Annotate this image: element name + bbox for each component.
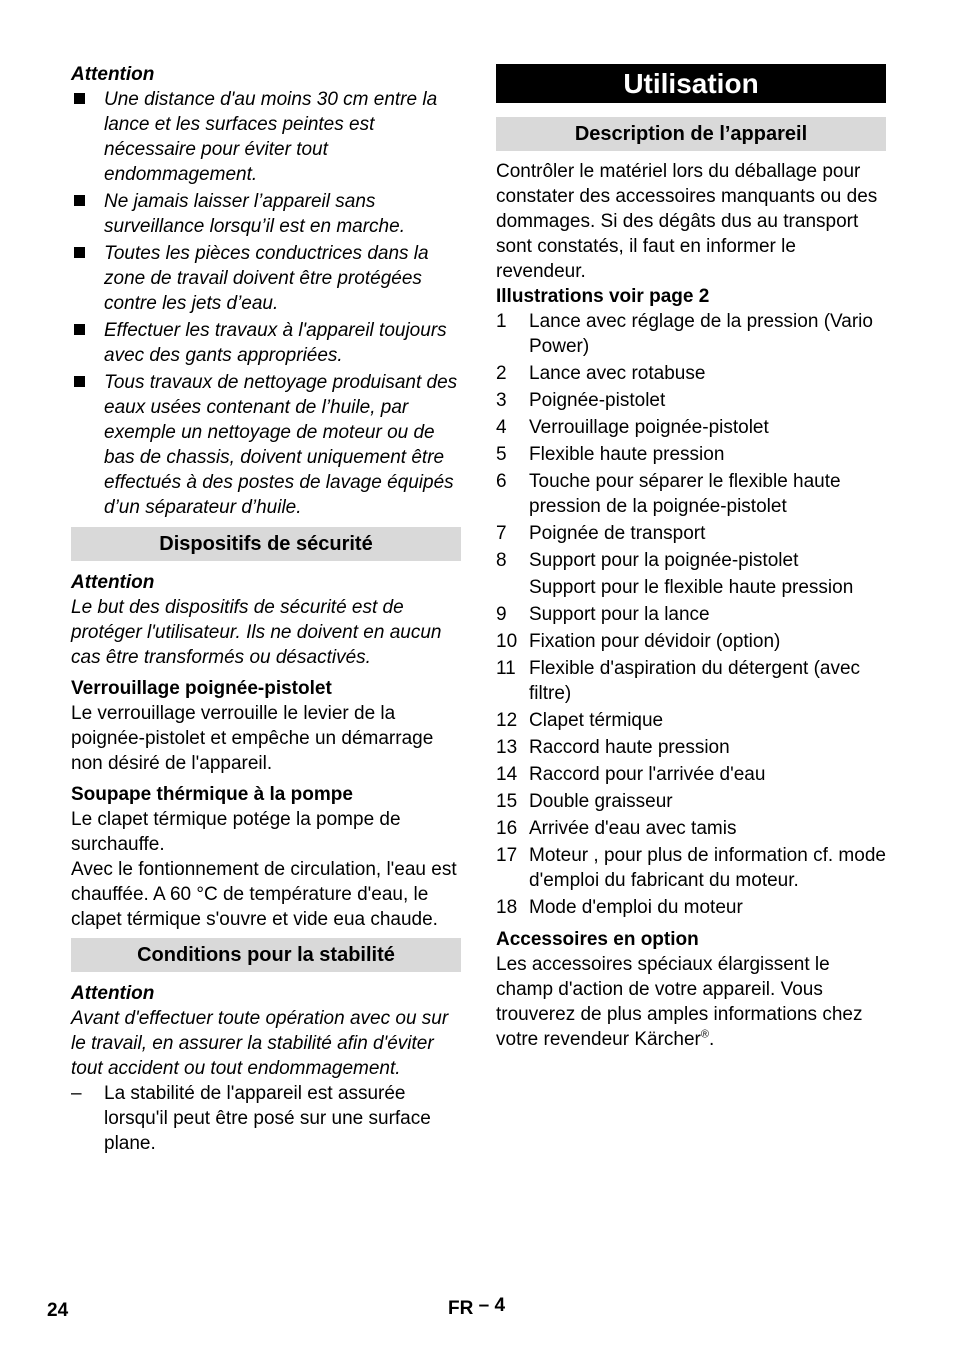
part-number: 9 <box>496 604 507 625</box>
parts-list <box>496 309 886 920</box>
parts-list-item <box>496 762 886 787</box>
part-number: 7 <box>496 523 507 544</box>
warning-text: Effectuer les travaux à l'appareil toujours avec des gants appropriées. <box>104 320 447 366</box>
parts-list-item <box>496 361 886 386</box>
part-label: Poignée de transport <box>529 523 706 544</box>
parts-list-item <box>496 442 886 467</box>
part-number: 8 <box>496 550 507 571</box>
part-number: 15 <box>496 791 518 812</box>
lock-heading: Verrouillage poignée-pistolet <box>71 678 332 699</box>
warning-text: Ne jamais laisser l’appareil sans surveillance lorsqu’il est en marche. <box>104 191 405 237</box>
right-column <box>496 62 886 1052</box>
parts-list-item <box>496 521 886 546</box>
part-label: Touche pour séparer le flexible haute pression de la poignée-pistolet <box>529 471 841 517</box>
part-number: 1 <box>496 311 507 332</box>
valve-text-2: Avec le fontionnement de circulation, l'eau est chauffée. A 60 °C de température d'eau, le clapet térmique s'ouvre et vide eua chaude. <box>71 859 457 930</box>
warning-item <box>71 241 461 316</box>
parts-list-item <box>496 656 886 706</box>
parts-list-item <box>496 309 886 359</box>
parts-list-item <box>496 469 886 519</box>
part-number: 4 <box>496 417 507 438</box>
accessories-heading: Accessoires en option <box>496 929 699 950</box>
attention-label: Attention <box>71 983 155 1004</box>
parts-list-item <box>496 843 886 893</box>
parts-list-item <box>496 575 886 600</box>
parts-list-item <box>496 708 886 733</box>
accessories-body: Les accessoires spéciaux élargissent le champ d'action de votre appareil. Vous trouverez de plus amples informations chez votre revendeur Kärcher <box>496 954 863 1050</box>
safety-section-heading: Dispositifs de sécurité <box>71 527 461 561</box>
part-number: 12 <box>496 710 518 731</box>
square-bullet-icon <box>74 195 85 206</box>
parts-list-item <box>496 789 886 814</box>
part-label: Raccord haute pression <box>529 737 730 758</box>
parts-list-item <box>496 548 886 573</box>
parts-list-item <box>496 816 886 841</box>
parts-list-item <box>496 602 886 627</box>
parts-list-item <box>496 629 886 654</box>
part-number: 17 <box>496 845 518 866</box>
language-page: – 4 <box>478 1295 506 1316</box>
valve-heading: Soupape thérmique à la pompe <box>71 784 353 805</box>
part-label: Support pour la lance <box>529 604 710 625</box>
square-bullet-icon <box>74 247 85 258</box>
warning-text: Une distance d'au moins 30 cm entre la lance et les surfaces peintes est nécessaire pour éviter tout endommagement. <box>104 89 438 185</box>
part-label: Mode d'emploi du moteur <box>529 897 743 918</box>
accessories-end: . <box>709 1029 715 1050</box>
part-label: Lance avec réglage de la pression (Vario Power) <box>529 311 873 357</box>
accessories-text <box>496 952 886 1052</box>
left-column <box>71 62 461 1156</box>
warning-text: Toutes les pièces conductrices dans la zone de travail doivent être protégées contre les jets d’eau. <box>104 243 429 314</box>
part-label: Verrouillage poignée-pistolet <box>529 417 769 438</box>
square-bullet-icon <box>74 324 85 335</box>
square-bullet-icon <box>74 93 85 104</box>
warning-list <box>71 87 461 520</box>
registered-mark: ® <box>700 1028 709 1041</box>
part-label: Support pour la poignée-pistolet <box>529 550 799 571</box>
warning-item <box>71 370 461 520</box>
language-code: FR <box>448 1298 474 1319</box>
parts-list-item <box>496 415 886 440</box>
square-bullet-icon <box>74 376 85 387</box>
stability-item-text: La stabilité de l'appareil est assurée lorsqu'il peut être posé sur une surface plane. <box>104 1083 431 1154</box>
part-label: Moteur , pour plus de information cf. mode d'emploi du fabricant du moteur. <box>529 845 886 891</box>
stability-text: Avant d'effectuer toute opération avec ou sur le travail, en assurer la stabilité afin d'éviter tout accident ou tout endommagement. <box>71 1008 449 1079</box>
language-page-label <box>448 1296 505 1321</box>
part-label: Raccord pour l'arrivée d'eau <box>529 764 766 785</box>
parts-list-item <box>496 735 886 760</box>
illustrations-heading: Illustrations voir page 2 <box>496 286 710 307</box>
main-heading: Utilisation <box>496 64 886 103</box>
part-label: Double graisseur <box>529 791 673 812</box>
stability-section-heading: Conditions pour la stabilité <box>71 938 461 972</box>
lock-text: Le verrouillage verrouille le levier de la poignée-pistolet et empêche un démarrage non désiré de l'appareil. <box>71 703 434 774</box>
stability-list-item <box>71 1081 461 1156</box>
part-number: 16 <box>496 818 518 839</box>
part-label: Clapet térmique <box>529 710 664 731</box>
page-number: 24 <box>47 1300 69 1321</box>
part-number: 6 <box>496 471 507 492</box>
part-number: 13 <box>496 737 518 758</box>
warning-item <box>71 189 461 239</box>
attention-label: Attention <box>71 64 155 85</box>
part-label: Fixation pour dévidoir (option) <box>529 631 781 652</box>
part-label: Flexible haute pression <box>529 444 725 465</box>
part-number: 11 <box>496 658 516 679</box>
part-label: Support pour le flexible haute pression <box>529 577 854 598</box>
part-number: 14 <box>496 764 518 785</box>
part-number: 2 <box>496 363 507 384</box>
part-number: 3 <box>496 390 507 411</box>
part-number: 5 <box>496 444 507 465</box>
attention-label: Attention <box>71 572 155 593</box>
parts-list-item <box>496 895 886 920</box>
dash-bullet: – <box>71 1083 82 1104</box>
safety-text: Le but des dispositifs de sécurité est de protéger l'utilisateur. Ils ne doivent en aucun cas être transformés ou désactivés. <box>71 597 442 668</box>
part-number: 10 <box>496 631 518 652</box>
part-label: Flexible d'aspiration du détergent (avec filtre) <box>529 658 861 704</box>
description-text: Contrôler le matériel lors du déballage pour constater des accessoires manquants ou des dommages. Si des dégâts dus au transport sont constatés, il faut en informer le revendeur. <box>496 161 878 282</box>
warning-text: Tous travaux de nettoyage produisant des eaux usées contenant de l’huile, par exemple un nettoyage de moteur ou de bas de chassis, doivent uniquement être effectués à des postes de lavage équipés d’un séparateur d’huile. <box>104 372 458 518</box>
part-label: Poignée-pistolet <box>529 390 666 411</box>
parts-list-item <box>496 388 886 413</box>
part-label: Lance avec rotabuse <box>529 363 706 384</box>
part-number: 18 <box>496 897 518 918</box>
part-label: Arrivée d'eau avec tamis <box>529 818 737 839</box>
warning-item <box>71 87 461 187</box>
warning-item <box>71 318 461 368</box>
valve-text: Le clapet térmique potége la pompe de surchauffe. <box>71 809 401 855</box>
description-section-heading: Description de l’appareil <box>496 117 886 151</box>
